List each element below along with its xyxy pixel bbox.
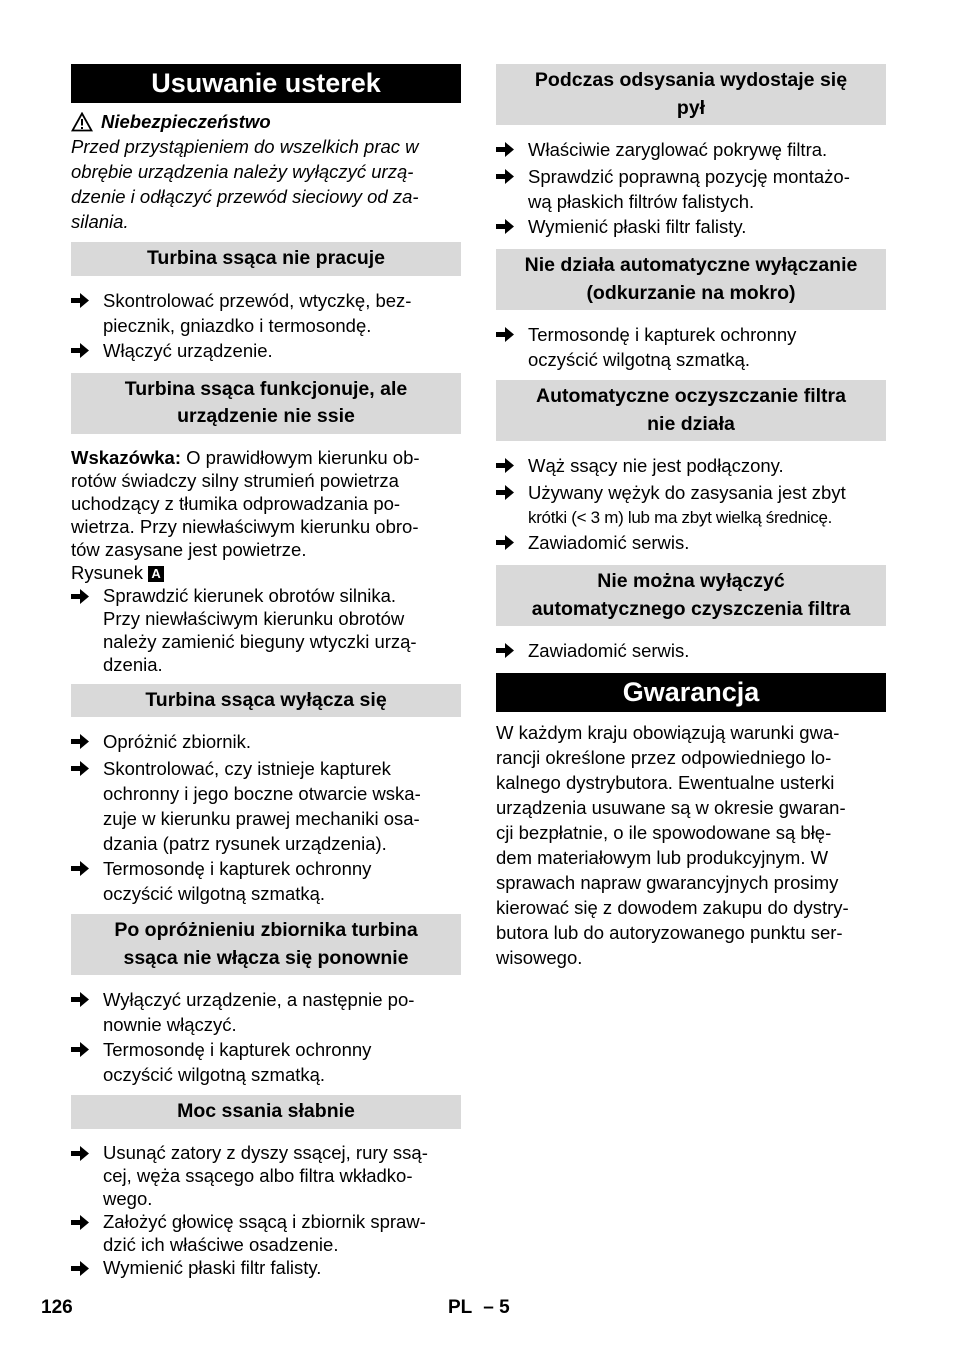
note-line: rotów świadczy silny strumień powietrza: [71, 469, 399, 491]
list-item: [71, 338, 461, 365]
arrow-right-icon: [496, 164, 528, 214]
item-line: dzania (patrz rysunek urządzenia).: [103, 833, 387, 854]
arrow-right-icon: [496, 214, 528, 241]
item-line: oczyścić wilgotną szmatką.: [103, 883, 326, 904]
list-item: [496, 214, 886, 241]
section-heading-auto-filter-cleaning-fails: [496, 380, 886, 441]
heading-line: pył: [676, 96, 706, 119]
section-heading-dust-escapes: [496, 64, 886, 125]
heading-line: Nie działa automatyczne wyłączanie: [524, 254, 858, 276]
text-line: W każdym kraju obowiązują warunki gwa-: [496, 722, 840, 743]
list-item: [71, 1256, 461, 1283]
steps-list: [71, 1141, 461, 1283]
item-line: cej, węża ssącego albo filtra wkładko-: [103, 1164, 413, 1186]
list-item: [496, 453, 886, 480]
arrow-right-icon: [71, 1141, 103, 1210]
arrow-right-icon: [496, 638, 528, 665]
steps-list: [71, 584, 461, 676]
section-heading-suction-weakens: Moc ssania słabnie: [71, 1095, 461, 1129]
text-line: dzenie i odłączyć przewód sieciowy od za-: [71, 186, 419, 207]
item-line: wą płaskich filtrów falistych.: [528, 191, 755, 212]
list-item: [496, 322, 886, 372]
note-line: Wskazówka: O prawidłowym kierunku ob-: [71, 446, 420, 468]
item-line: Sprawdzić kierunek obrotów silnika.: [103, 584, 397, 606]
item-line: Używany wężyk do zasysania jest zbyt: [528, 482, 846, 503]
arrow-right-icon: [496, 453, 528, 480]
arrow-right-icon: [71, 756, 103, 856]
note-label: Wskazówka:: [71, 446, 182, 468]
heading-line: (odkurzanie na mokro): [586, 281, 796, 304]
arrow-right-icon: [71, 987, 103, 1037]
item-line: Włączyć urządzenie.: [103, 339, 273, 361]
warning-heading: [71, 109, 461, 134]
warranty-text: [496, 720, 886, 970]
text-line: Przed przystąpieniem do wszelkich prac w: [71, 136, 419, 157]
text-line: silania.: [71, 211, 129, 232]
text-line: kierować się z dowodem zakupu do dystry-: [496, 897, 849, 918]
item-line: oczyścić wilgotną szmatką.: [528, 349, 751, 370]
item-line: Opróżnić zbiornik.: [103, 731, 252, 752]
arrow-right-icon: [71, 856, 103, 906]
item-line: wego.: [103, 1187, 153, 1209]
text-line: kalnego dystrybutora. Ewentualne usterki: [496, 772, 835, 793]
steps-list: [496, 453, 886, 557]
item-line: Zawiadomić serwis.: [528, 640, 690, 661]
text-line: wisowego.: [496, 947, 583, 968]
steps-list: [496, 137, 886, 241]
heading-line: Podczas odsysania wydostaje się: [534, 69, 848, 91]
item-line: zuje w kierunku prawej mechaniki osa-: [103, 808, 420, 829]
page-number: 126: [41, 1297, 73, 1318]
left-column: [71, 64, 461, 1283]
section-heading-turbine-runs-no-suction: [71, 373, 461, 434]
item-line: Skontrolować, czy istnieje kapturek: [103, 758, 391, 779]
item-line: dzić ich właściwe osadzenie.: [103, 1233, 339, 1255]
item-line: nownie włączyć.: [103, 1014, 237, 1035]
section-page-number: – 5: [483, 1297, 510, 1318]
item-line: Termosondę i kapturek ochronny: [528, 324, 797, 345]
item-line: Zawiadomić serwis.: [528, 532, 690, 553]
list-item: [71, 1037, 461, 1087]
item-line: Termosondę i kapturek ochronny: [103, 858, 372, 879]
warning-text: [71, 134, 461, 234]
item-line: krótki (< 3 m) lub ma zbyt wielką średnicę.: [528, 508, 833, 527]
text-line: rancji określone przez odpowiedniego lo-: [496, 747, 832, 768]
note-line: uchodzący z tłumika odprowadzania po-: [71, 492, 401, 514]
heading-line: Nie można wyłączyć: [597, 570, 785, 592]
item-line: Skontrolować przewód, wtyczkę, bez-: [103, 289, 412, 311]
steps-list: [71, 288, 461, 365]
item-line: Przy niewłaściwym kierunku obrotów: [103, 607, 405, 629]
heading-line: nie działa: [647, 412, 735, 435]
item-line: Usunąć zatory z dyszy ssącej, rury ssą-: [103, 1141, 428, 1163]
arrow-right-icon: [71, 288, 103, 338]
list-item: [496, 530, 886, 557]
text-line: cji bezpłatnie, o ile spowodowane są błę-: [496, 822, 832, 843]
warranty-title: Gwarancja: [496, 673, 886, 712]
list-item: [71, 584, 461, 676]
steps-list: [496, 638, 886, 665]
text-line: dem materiałowym lub produkcyjnym. W: [496, 847, 829, 868]
item-line: oczyścić wilgotną szmatką.: [103, 1064, 326, 1085]
list-item: [496, 164, 886, 214]
text-line: obrębie urządzenia należy wyłączyć urzą-: [71, 161, 414, 182]
list-item: [496, 638, 886, 665]
list-item: [71, 1141, 461, 1210]
warning-label: Niebezpieczeństwo: [101, 111, 271, 132]
item-line: Sprawdzić poprawną pozycję montażo-: [528, 166, 850, 187]
arrow-right-icon: [496, 322, 528, 372]
figure-a-badge: A: [148, 566, 164, 582]
arrow-right-icon: [71, 729, 103, 756]
arrow-right-icon: [496, 480, 528, 530]
footer-section: [448, 1297, 510, 1319]
item-line: Właściwie zaryglować pokrywę filtra.: [528, 139, 828, 160]
arrow-right-icon: [71, 1210, 103, 1256]
note-line: tów zasysane jest powietrze.: [71, 538, 307, 560]
list-item: [71, 288, 461, 338]
item-line: Termosondę i kapturek ochronny: [103, 1039, 372, 1060]
right-column: [496, 64, 886, 970]
section-heading-cannot-disable-filter-cleaning: [496, 565, 886, 626]
list-item: [71, 756, 461, 856]
item-line: Wyłączyć urządzenie, a następnie po-: [103, 989, 415, 1010]
steps-list: [71, 987, 461, 1087]
arrow-right-icon: [71, 1256, 103, 1283]
language-code: PL: [448, 1297, 472, 1318]
item-line: Wymienić płaski filtr falisty.: [103, 1256, 322, 1278]
arrow-right-icon: [496, 530, 528, 557]
list-item: [496, 480, 886, 530]
text-line: sprawach napraw gwarancyjnych prosimy: [496, 872, 839, 893]
item-line: ochronny i jego boczne otwarcie wska-: [103, 783, 421, 804]
text-line: butora lub do autoryzowanego punktu ser-: [496, 922, 843, 943]
heading-line: urządzenie nie ssie: [177, 405, 355, 427]
section-heading-turbine-not-running: Turbina ssąca nie pracuje: [71, 242, 461, 276]
warning-triangle-icon: [71, 112, 93, 132]
main-title: Usuwanie usterek: [71, 64, 461, 103]
arrow-right-icon: [71, 584, 103, 676]
list-item: [71, 856, 461, 906]
steps-list: [71, 729, 461, 906]
item-line: Wąż ssący nie jest podłączony.: [528, 455, 784, 476]
heading-line: ssąca nie włącza się ponownie: [123, 946, 409, 969]
arrow-right-icon: [496, 137, 528, 164]
heading-line: Automatyczne oczyszczanie filtra: [536, 385, 846, 407]
arrow-right-icon: [71, 338, 103, 365]
section-heading-auto-shutoff-fails: [496, 249, 886, 310]
item-line: Wymienić płaski filtr falisty.: [528, 216, 747, 237]
list-item: [71, 987, 461, 1037]
list-item: [496, 137, 886, 164]
heading-line: Po opróżnieniu zbiornika turbina: [114, 919, 418, 941]
list-item: [71, 1210, 461, 1256]
section-heading-turbine-not-restarting: [71, 914, 461, 975]
item-line: piecznik, gniazdko i termosondę.: [103, 314, 372, 336]
list-item: [71, 729, 461, 756]
heading-line: automatycznego czyszczenia filtra: [531, 597, 851, 620]
note: [71, 446, 461, 584]
item-line: należy zamienić bieguny wtyczki urzą-: [103, 630, 417, 652]
figure-reference: Rysunek A: [71, 561, 461, 584]
text-line: urządzenia usuwane są w okresie gwaran-: [496, 797, 846, 818]
item-line: Założyć głowicę ssącą i zbiornik spraw-: [103, 1210, 426, 1232]
section-heading-turbine-switches-off: Turbina ssąca wyłącza się: [71, 684, 461, 718]
heading-line: Turbina ssąca funkcjonuje, ale: [124, 377, 408, 400]
item-line: dzenia.: [103, 653, 163, 675]
arrow-right-icon: [71, 1037, 103, 1087]
note-line: wietrza. Przy niewłaściwym kierunku obro-: [71, 515, 419, 537]
steps-list: [496, 322, 886, 372]
